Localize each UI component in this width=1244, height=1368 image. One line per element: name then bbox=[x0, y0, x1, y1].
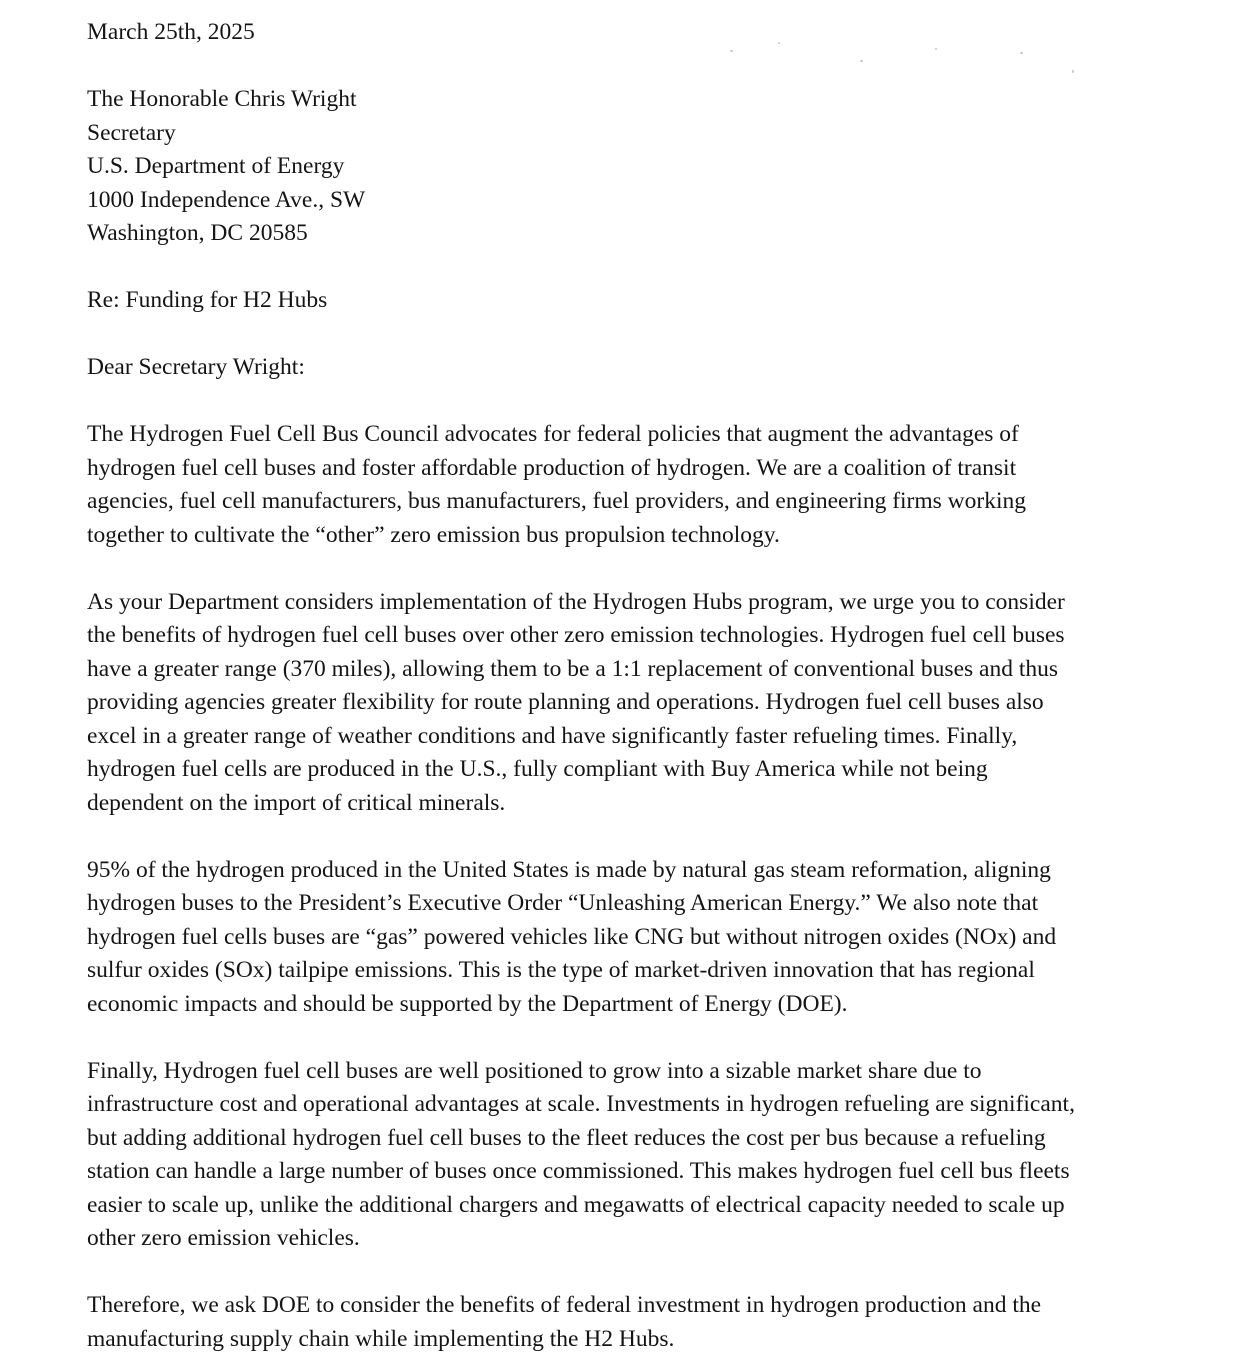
paragraph-line: providing agencies greater flexibility for route planning and operations. Hydrogen fuel cell buses also bbox=[87, 689, 1044, 715]
paragraph-line: hydrogen fuel cell buses and foster affordable production of hydrogen. We are a coalition of transit bbox=[87, 454, 1017, 481]
letter-date bbox=[87, 16, 1157, 50]
recipient-street: 1000 Independence Ave., SW bbox=[87, 186, 366, 213]
paragraph-line: have a greater range (370 miles), allowing them to be a 1:1 replacement of conventional buses and thus bbox=[87, 655, 1059, 682]
salutation-text: Dear Secretary Wright: bbox=[87, 354, 305, 380]
paragraph-line: station can handle a large number of buses once commissioned. This makes hydrogen fuel cell bus fleets bbox=[87, 1158, 1070, 1184]
date-text: March 25th, 2025 bbox=[87, 19, 255, 45]
paragraph-line: hydrogen buses to the President’s Executive Order “Unleashing American Energy.” We also note that bbox=[87, 890, 1039, 916]
paragraph-line: excel in a greater range of weather conditions and have significantly faster refueling times. Finally, bbox=[87, 722, 1018, 749]
subject-line bbox=[87, 284, 1157, 318]
paragraph-line: the benefits of hydrogen fuel cell buses over other zero emission technologies. Hydrogen fuel cell buses bbox=[87, 622, 1065, 648]
recipient-name: The Honorable Chris Wright bbox=[87, 86, 357, 112]
paragraph-5 bbox=[87, 1289, 1157, 1356]
paragraph-line: easier to scale up, unlike the additional chargers and megawatts of electrical capacity needed to scale up bbox=[87, 1191, 1065, 1218]
subject-text: Re: Funding for H2 Hubs bbox=[87, 287, 328, 313]
paragraph-line: Finally, Hydrogen fuel cell buses are well positioned to grow into a sizable market share due to bbox=[87, 1057, 982, 1084]
paragraph-line: together to cultivate the “other” zero emission bus propulsion technology. bbox=[87, 521, 780, 548]
paragraph-line: Therefore, we ask DOE to consider the benefits of federal investment in hydrogen production and the bbox=[87, 1292, 1042, 1318]
paragraph-line: dependent on the import of critical minerals. bbox=[87, 789, 506, 816]
recipient-city: Washington, DC 20585 bbox=[87, 220, 308, 246]
recipient-org: U.S. Department of Energy bbox=[87, 153, 345, 179]
recipient-title: Secretary bbox=[87, 119, 176, 146]
paragraph-2 bbox=[87, 586, 1157, 821]
paragraph-line: 95% of the hydrogen produced in the United States is made by natural gas steam reformation, aligning bbox=[87, 856, 1051, 883]
paragraph-line: infrastructure cost and operational advantages at scale. Investments in hydrogen refueling are significant, bbox=[87, 1091, 1075, 1117]
paragraph-line: sulfur oxides (SOx) tailpipe emissions. This is the type of market-driven innovation that has regional bbox=[87, 957, 1035, 983]
paragraph-line: The Hydrogen Fuel Cell Bus Council advocates for federal policies that augment the advantages of bbox=[87, 421, 1019, 447]
letter-body bbox=[87, 16, 1157, 1356]
paragraph-4 bbox=[87, 1055, 1157, 1256]
paragraph-line: but adding additional hydrogen fuel cell buses to the fleet reduces the cost per bus because a refueling bbox=[87, 1124, 1046, 1151]
paragraph-3 bbox=[87, 854, 1157, 1022]
paragraph-line: agencies, fuel cell manufacturers, bus manufacturers, fuel providers, and engineering firms working bbox=[87, 488, 1027, 514]
paragraph-line: hydrogen fuel cells buses are “gas” powered vehicles like CNG but without nitrogen oxides (NOx) and bbox=[87, 923, 1057, 950]
recipient-address bbox=[87, 83, 1157, 251]
paragraph-line: other zero emission vehicles. bbox=[87, 1225, 360, 1251]
paragraph-line: As your Department considers implementation of the Hydrogen Hubs program, we urge you to consider bbox=[87, 588, 1065, 615]
paragraph-1 bbox=[87, 418, 1157, 552]
paragraph-line: manufacturing supply chain while implementing the H2 Hubs. bbox=[87, 1325, 675, 1352]
paragraph-line: economic impacts and should be supported by the Department of Energy (DOE). bbox=[87, 990, 848, 1017]
salutation bbox=[87, 351, 1157, 385]
paragraph-line: hydrogen fuel cells are produced in the U.S., fully compliant with Buy America while not being bbox=[87, 756, 988, 782]
